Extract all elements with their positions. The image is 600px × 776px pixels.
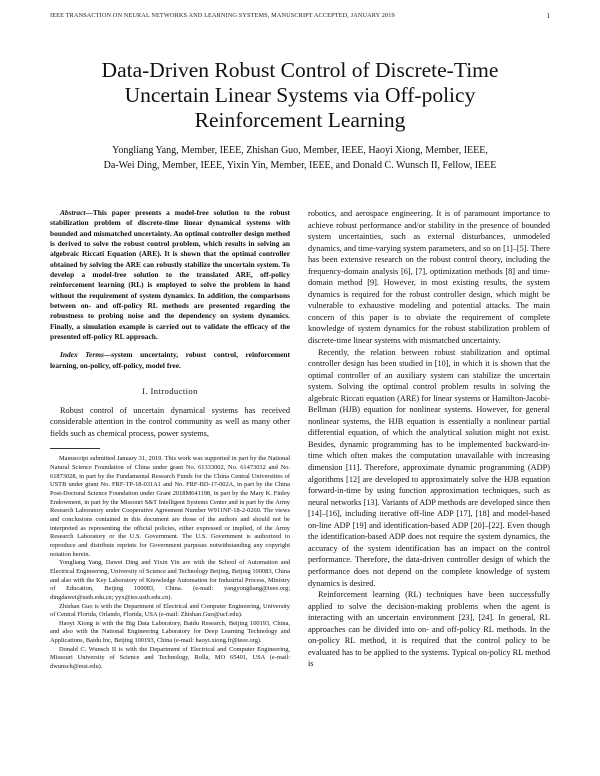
intro-paragraph: Robust control of uncertain dynamical systems has received considerable attention in the control community as well as many other fields such as chemical process, power systems,: [50, 405, 290, 438]
paper-title: Data-Driven Robust Control of Discrete-Time Uncertain Linear Systems via Off-policy Reinforcement Learning: [101, 58, 499, 132]
right-column: [308, 208, 550, 670]
footnote-affiliation-mst: Donald C. Wunsch II is with the Department of Electrical and Computer Engineering, Missouri University of Science and Technology, Rolla, MO 65401, USA (e-mail: dwunsch@mst.edu).: [50, 645, 290, 671]
footnote-affiliation-ustb: Yongliang Yang, Dawei Ding and Yixin Yin are with the School of Automation and Electrical Engineering, University of Science and Technology Beijing, Beijing 100083, China and also with the Key Laboratory of Knowledge Automation for Industrial Process, Ministry of Education, Beijing 100083, China. (e-mail: yangyongliang@ieee.org; dingdawei@ustb.edu.cn; yyx@ies.ustb.edu.cn).: [50, 559, 290, 601]
body-paragraph: robotics, and aerospace engineering. It is of paramount importance to achieve robust performance and/or stability in the presence of bounded system uncertainties, such as external disturbances, unmodeled dynamics, and time-varying system parameters, and so on [1]–[5]. There has been extensive research on the robust control theory, including the frequency-domain analysis [6], [7], optimization methods [8] and time-domain method [9]. However, in most existing results, the system dynamics is required for the robust controller design, which might be vulnerable to exhaustive modeling and potential attacks. The main concern of this paper is to obviate the requirement of complete knowledge of system dynamics for the robust stabilization problem of discrete-time linear systems with mismatched uncertainty.: [308, 209, 550, 346]
body-paragraph: Reinforcement learning (RL) techniques have been successfully applied to solve the decision-making problems when the agent is interacting with an uncertain environment [23], [24]. In general, RL approaches can be divided into on- and off-policy RL methods. In the on-policy RL method, it is required that the control policy to be evaluated has to be applied to the systems. Typical on-policy RL method is: [308, 590, 550, 669]
section-heading: I. Introduction: [142, 386, 198, 397]
page-number: 1: [546, 12, 550, 20]
index-terms-lead: Index Terms: [60, 350, 104, 360]
footnote-affiliation-baidu: Haoyi Xiong is with the Big Data Laboratory, Baidu Research, Beijing 100193, China, and also with the National Engineering Laboratory for Deep Learning Technology and Applications, Baidu Inc, Beijing 100193, China (e-mail: haoyi.xiong.fr@ieee.org).: [50, 619, 290, 645]
running-head: IEEE TRANSACTION ON NEURAL NETWORKS AND LEARNING SYSTEMS, MANUSCRIPT ACCEPTED, JANUARY 2019: [50, 12, 395, 19]
footnote-affiliation-ucf: Zhishan Guo is with the Department of Electrical and Computer Engineering, University of Central Florida, Orlando, Florida, USA (e-mail: Zhishan.Guo@ucf.edu).: [50, 602, 290, 619]
author-line-1: Yongliang Yang, Member, IEEE, Zhishan Guo, Member, IEEE, Haoyi Xiong, Member, IEEE,: [112, 145, 488, 156]
abstract-lead: Abstract: [60, 208, 86, 217]
abstract: [50, 208, 290, 342]
body-paragraph: Recently, the relation between robust stabilization and optimal controller design has been studied in [10], in which it is shown that the optimal controller of an auxiliary system can stabilize the uncertain system. Solving the optimal control problem results in solving the algebraic Riccati equation (ARE) for linear systems or Hamilton-Jacobi-Bellman (HJB) equation for nonlinear systems. However, for general nonlinear systems, the HJB equation is essentially a nonlinear partial differential equation, of which the analytical solution might not exist. Besides, dynamic programming has to be implemented backward-in-time which often makes the computation unavailable with increasing dimension [11]. Therefore, approximate dynamic programming (ADP) algorithms [12] are developed to approximately solve the HJB equation forward-in-time by using function approximation techniques, such as neural networks [13]. Variants of ADP methods are developed since then [14]–[16], including iterative off-line ADP [17], [18] and model-based on-line ADP [19] and identification-based ADP [20]–[22]. Even though the identification-based ADP does not require the system dynamics, the accuracy of the system identification has an impact on the control performance. Therefore, the data-driven controller design of which the performance does not depend on the complete knowledge of system dynamics is desired.: [308, 347, 550, 588]
footnote-divider: [50, 448, 100, 449]
footnote-funding: Manuscript submitted January 31, 2019. This work was supported in part by the National Natural Science Foundation of China under grant No. 61333002, No. 61473032 and No. 61873028, in part by the Fundamental Research Funds for the China Central Universities of USTB under grant No. FRF-TP-18-031A1 and No. FRF-BD-17-002A, in part by the China Post-Doctoral Science Foundation under Grant 2018M641198, in part by the Mary K. Finley Endowment, in part by the Missouri S&T Intelligent Systems Center and in part by the Army Research Laboratory under Cooperative Agreement Number W911NF-18-2-0260. The views and conclusions contained in this document are those of the authors and should not be interpreted as representing the official policies, either expressed or implied, of the Army Research Laboratory or the U.S. Government. The U.S. Government is authorized to reproduce and distribute reprints for Government purposes notwithstanding any copyright notation herein.: [50, 455, 290, 558]
author-list: [70, 143, 530, 173]
left-column: [50, 208, 290, 672]
author-line-2: Da-Wei Ding, Member, IEEE, Yixin Yin, Member, IEEE, and Donald C. Wunsch II, Fellow, IEEE: [103, 160, 497, 171]
abstract-text: —This paper presents a model-free solution to the robust stabilization problem of discrete-time linear dynamical systems with bounded and mismatched uncertainty. An optimal controller design method is derived to solve the robust control problem, which results in solving an algebraic Riccati Equation (ARE). It is shown that the optimal controller obtained by solving the ARE can robustly stabilize the uncertain system. To develop a model-free solution to the translated ARE, off-policy reinforcement learning (RL) is employed to solve the problem in hand without the requirement of system dynamics. In addition, the comparisons between on- and off-policy RL methods are presented regarding the robustness to probing noise and the dependency on system dynamics. Finally, a simulation example is carried out to validate the efficacy of the presented off-policy RL approach.: [50, 208, 290, 342]
index-terms-text: —system uncertainty, robust control, reinforcement learning, on-policy, off-policy, model free.: [50, 350, 290, 370]
index-terms: [50, 350, 290, 371]
